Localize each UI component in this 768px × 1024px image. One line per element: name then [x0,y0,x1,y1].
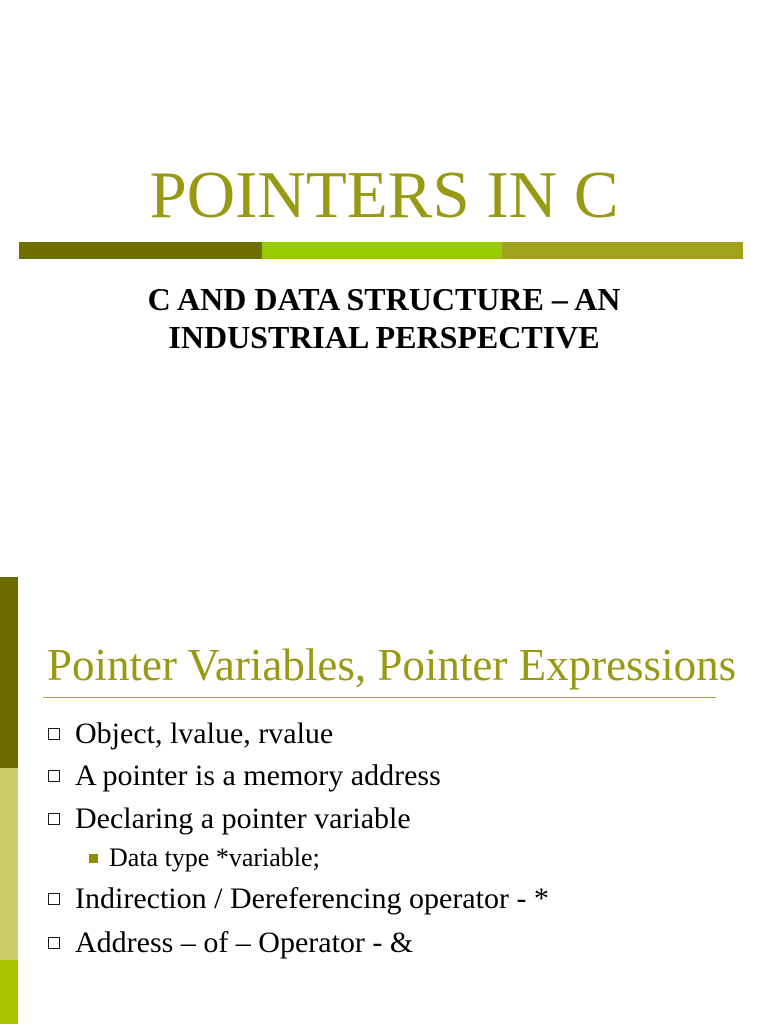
hollow-square-bullet-icon [48,937,60,949]
bullet-text: Address – of – Operator - & [75,926,414,959]
slide-title: POINTERS IN C [149,158,619,232]
subtitle-line-1: C AND DATA STRUCTURE – AN [147,281,621,317]
filled-square-bullet-icon [89,854,98,863]
hollow-square-bullet-icon [48,770,60,782]
bullet-text: Declaring a pointer variable [75,802,411,835]
hollow-square-bullet-icon [48,813,60,825]
divider-segment-dark [19,242,262,259]
sub-bullet-item [0,842,768,874]
divider-segment-olive [502,242,743,259]
content-slide [0,575,768,1024]
bullet-item [0,881,768,917]
bullet-text: A pointer is a memory address [75,759,441,792]
bullet-item [0,925,768,961]
bullet-item [0,758,768,794]
hollow-square-bullet-icon [48,728,60,740]
bullet-text: Indirection / Dereferencing operator - * [75,882,549,915]
bullet-item [0,716,768,752]
bullet-text: Object, lvalue, rvalue [75,717,334,750]
sub-bullet-text: Data type *variable; [109,843,320,872]
slide-heading: Pointer Variables, Pointer Expressions [47,640,737,690]
bullet-list [0,575,768,1024]
bullet-item [0,801,768,837]
subtitle-line-2: INDUSTRIAL PERSPECTIVE [168,319,600,355]
hollow-square-bullet-icon [48,893,60,905]
title-divider-bar [19,242,743,259]
divider-segment-lime [262,242,502,259]
